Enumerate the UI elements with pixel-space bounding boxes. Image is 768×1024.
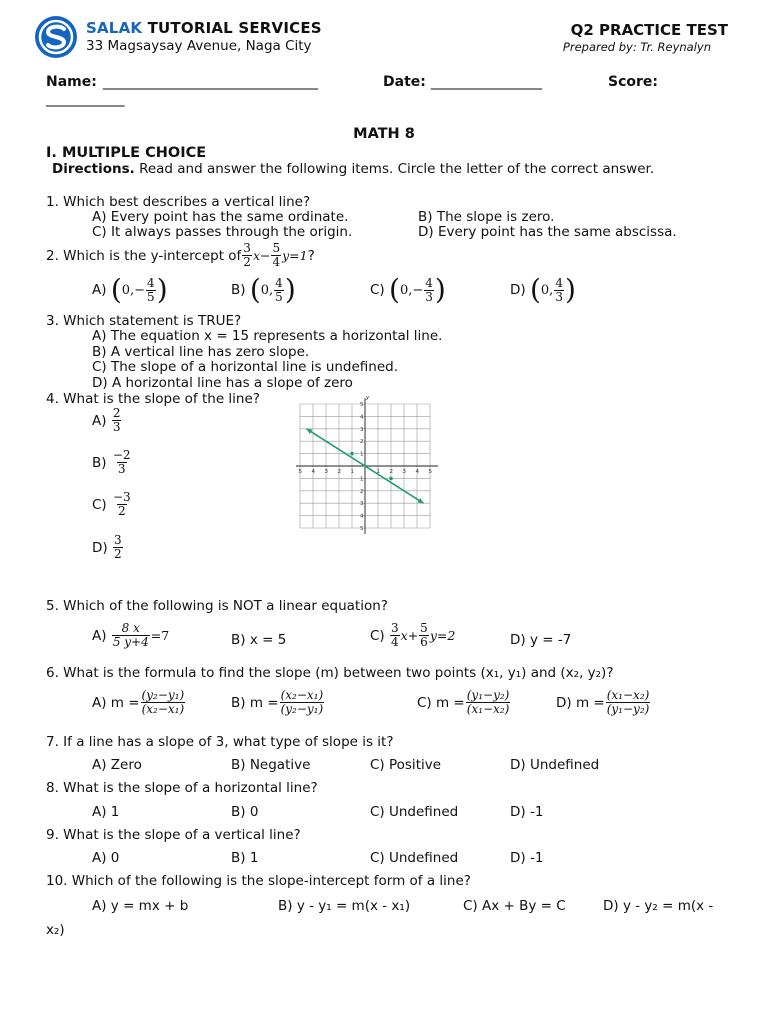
q7-option-d[interactable]: D) Undefined — [510, 757, 600, 773]
q4-b-label: B) — [92, 454, 107, 471]
y-axis-label: y — [366, 395, 370, 401]
q6-a-frac: $\frac{\text{(y₂−y₁)}}{\text{(x₂−x₁)}}$ — [141, 688, 185, 716]
q4-b-frac: $\frac{-2}{3}$ — [112, 448, 131, 476]
q6-stem: 6. What is the formula to find the slope (m) between two points (x₁, y₁) and (x₂, y₂)? — [46, 665, 614, 681]
q8-option-b[interactable]: B) 0 — [231, 804, 259, 820]
x-tick-label: 4 — [415, 469, 419, 475]
q2-x: x− — [252, 248, 271, 263]
q8-option-a[interactable]: A) 1 — [92, 804, 120, 820]
q2-a-pre: 0,− — [121, 282, 146, 298]
q9-option-c[interactable]: C) Undefined — [370, 850, 459, 866]
graph-point — [350, 452, 354, 456]
y-tick-label: 3 — [360, 426, 364, 433]
graph-point — [389, 477, 393, 481]
score-line[interactable]: ____________ — [46, 91, 124, 107]
q6-option-b[interactable] — [231, 689, 325, 716]
q5-c-frac-2: $\frac{5}{6}$ — [420, 621, 428, 649]
date-label: Date: — [383, 74, 426, 90]
q6-b-label: B) m = — [231, 694, 279, 711]
name-line[interactable]: _________________________________ — [103, 74, 318, 90]
y-tick-label: 5 — [360, 402, 364, 408]
directions-label: Directions. — [52, 161, 135, 177]
q6-option-c[interactable] — [417, 689, 511, 716]
q2-option-a[interactable]: A) ( 0,− $\frac{4}{5}$ ) — [92, 273, 168, 306]
q3-option-b[interactable]: B) A vertical line has zero slope. — [92, 344, 310, 360]
q4-d-frac: $\frac{3}{2}$ — [113, 533, 122, 561]
q5-option-d[interactable]: D) y = -7 — [510, 632, 572, 648]
prepared-by: Prepared by: Tr. Reynalyn — [562, 40, 711, 54]
q10-option-b[interactable]: B) y - y₁ = m(x - x₁) — [278, 898, 411, 914]
q2-frac-1: $\frac{3}{2}$ — [243, 241, 251, 269]
q5-option-c[interactable] — [370, 622, 455, 649]
q5-c-mid: x+ — [400, 628, 419, 643]
y-tick-label: 4 — [360, 414, 364, 421]
q7-option-b[interactable]: B) Negative — [231, 757, 311, 773]
q6-option-a[interactable] — [92, 689, 186, 716]
directions-text: Read and answer the following items. Circle the letter of the correct answer. — [134, 161, 655, 177]
q4-c-label: C) — [92, 496, 107, 513]
q9-option-d[interactable]: D) -1 — [510, 850, 544, 866]
y-tick-label: 2 — [360, 439, 364, 446]
x-tick-label: 1 — [376, 469, 380, 475]
q6-c-label: C) m = — [417, 694, 465, 711]
q4-stem: 4. What is the slope of the line? — [46, 391, 260, 407]
salak-logo — [34, 15, 78, 59]
q7-stem: 7. If a line has a slope of 3, what type of slope is it? — [46, 734, 394, 750]
q2-frac-2: $\frac{5}{4}$ — [272, 241, 281, 269]
q2-a-frac: $\frac{4}{5}$ — [147, 275, 155, 304]
q6-option-d[interactable] — [556, 689, 651, 716]
q5-c-rest: y=2 — [429, 628, 456, 643]
q2-c-label: C) — [370, 282, 385, 298]
q2-d-frac: $\frac{4}{3}$ — [555, 275, 563, 304]
y-tick-label: 3 — [360, 501, 364, 508]
q6-b-frac: $\frac{\text{(x₂−x₁)}}{\text{(y₂−y₁)}}$ — [280, 688, 324, 716]
brand-rest: TUTORIAL SERVICES — [142, 19, 322, 37]
x-tick-label: 4 — [311, 469, 315, 475]
q1-option-c[interactable]: C) It always passes through the origin. — [92, 224, 353, 240]
test-title: Q2 PRACTICE TEST — [570, 21, 728, 39]
q3-option-c[interactable]: C) The slope of a horizontal line is undefined. — [92, 359, 399, 375]
x-tick-label: 5 — [428, 469, 432, 475]
brand-salak: SALAK — [86, 19, 143, 37]
q4-option-b[interactable] — [92, 449, 133, 476]
q3-stem: 3. Which statement is TRUE? — [46, 313, 242, 329]
q5-c-frac-1: $\frac{3}{4}$ — [391, 621, 399, 649]
q2-d-pre: 0, — [540, 282, 554, 298]
q5-option-a[interactable] — [92, 622, 169, 649]
x-tick-label: 2 — [389, 469, 393, 475]
q9-option-a[interactable]: A) 0 — [92, 850, 120, 866]
x-tick-label: 1 — [350, 469, 354, 475]
address: 33 Magsaysay Avenue, Naga City — [86, 38, 312, 54]
y-tick-label: 2 — [360, 488, 364, 495]
y-tick-label: 5 — [360, 526, 364, 532]
x-tick-label: 3 — [402, 469, 406, 475]
name-label: Name: — [46, 74, 97, 90]
q2-stem — [46, 242, 315, 269]
q6-d-label: D) m = — [556, 694, 605, 711]
q3-option-a[interactable]: A) The equation x = 15 represents a horizontal line. — [92, 328, 443, 344]
q3-option-d[interactable]: D) A horizontal line has a slope of zero — [92, 375, 353, 391]
q4-option-c[interactable] — [92, 491, 133, 518]
y-tick-label: 1 — [360, 476, 364, 483]
q4-d-label: D) — [92, 539, 108, 556]
q2-stem-post: ? — [307, 247, 315, 264]
q5-stem: 5. Which of the following is NOT a linear equation? — [46, 598, 388, 614]
q2-stem-pre: 2. Which is the y-intercept of — [46, 247, 242, 264]
q7-option-c[interactable]: C) Positive — [370, 757, 442, 773]
q9-stem: 9. What is the slope of a vertical line? — [46, 827, 301, 843]
q2-b-frac: $\frac{4}{5}$ — [275, 275, 283, 304]
q5-option-b[interactable]: B) x = 5 — [231, 632, 287, 648]
q5-a-rest: =7 — [150, 628, 170, 643]
subject-title: MATH 8 — [353, 126, 415, 142]
q7-option-a[interactable]: A) Zero — [92, 757, 142, 773]
y-tick-label: 1 — [360, 451, 364, 458]
q8-option-c[interactable]: C) Undefined — [370, 804, 459, 820]
q10-option-a[interactable]: A) y = mx + b — [92, 898, 189, 914]
q2-a-label: A) — [92, 282, 107, 298]
q6-a-label: A) m = — [92, 694, 140, 711]
section-title: I. MULTIPLE CHOICE — [46, 145, 207, 161]
q4-option-d[interactable] — [92, 534, 124, 561]
directions — [52, 161, 654, 177]
q6-d-frac: $\frac{\text{(x₁−x₂)}}{\text{(y₁−y₂)}}$ — [606, 688, 650, 716]
q1-stem: 1. Which best describes a vertical line? — [46, 194, 311, 210]
x-tick-label: 5 — [298, 469, 302, 475]
q2-option-b[interactable]: B) ( 0, $\frac{4}{5}$ ) — [231, 273, 296, 306]
q10-stem: 10. Which of the following is the slope-intercept form of a line? — [46, 873, 471, 889]
q2-b-label: B) — [231, 282, 246, 298]
q4-a-frac: $\frac{2}{3}$ — [112, 406, 121, 434]
date-line[interactable]: _________________ — [431, 74, 542, 90]
q4-a-label: A) — [92, 412, 107, 429]
q5-a-label: A) — [92, 627, 107, 644]
q2-c-pre: 0,− — [399, 282, 424, 298]
q4-option-a[interactable] — [92, 407, 122, 434]
q8-option-d[interactable]: D) -1 — [510, 804, 544, 820]
q8-stem: 8. What is the slope of a horizontal line? — [46, 780, 318, 796]
q10-option-c[interactable]: C) Ax + By = C — [463, 898, 566, 914]
q1-option-b[interactable]: B) The slope is zero. — [418, 209, 555, 225]
q1-option-a[interactable]: A) Every point has the same ordinate. — [92, 209, 349, 225]
x-tick-label: 2 — [337, 469, 341, 475]
q2-d-label: D) — [510, 282, 526, 298]
q5-a-frac: $\frac{8 x}{5 y+4}$ — [112, 621, 149, 649]
score-label: Score: — [608, 74, 658, 90]
q2-option-d[interactable]: D) ( 0, $\frac{4}{3}$ ) — [510, 273, 576, 306]
q2-c-frac: $\frac{4}{3}$ — [425, 275, 433, 304]
q4-c-frac: $\frac{-3}{2}$ — [113, 490, 131, 518]
q2-option-c[interactable]: C) ( 0,− $\frac{4}{3}$ ) — [370, 273, 446, 306]
q9-option-b[interactable]: B) 1 — [231, 850, 259, 866]
q2-b-pre: 0, — [260, 282, 274, 298]
brand-name — [86, 19, 322, 37]
x-tick-label: 3 — [324, 469, 328, 475]
q2-y: y=1 — [282, 248, 308, 263]
q6-c-frac: $\frac{\text{(y₁−y₂)}}{\text{(x₁−x₂)}}$ — [466, 688, 510, 716]
q10-option-d-cont: x₂) — [46, 922, 65, 938]
q4-line-graph — [294, 393, 440, 537]
q5-c-label: C) — [370, 627, 385, 644]
q1-option-d[interactable]: D) Every point has the same abscissa. — [418, 224, 677, 240]
q10-option-d[interactable]: D) y - y₂ = m(x - — [603, 898, 714, 914]
y-tick-label: 4 — [360, 513, 364, 520]
